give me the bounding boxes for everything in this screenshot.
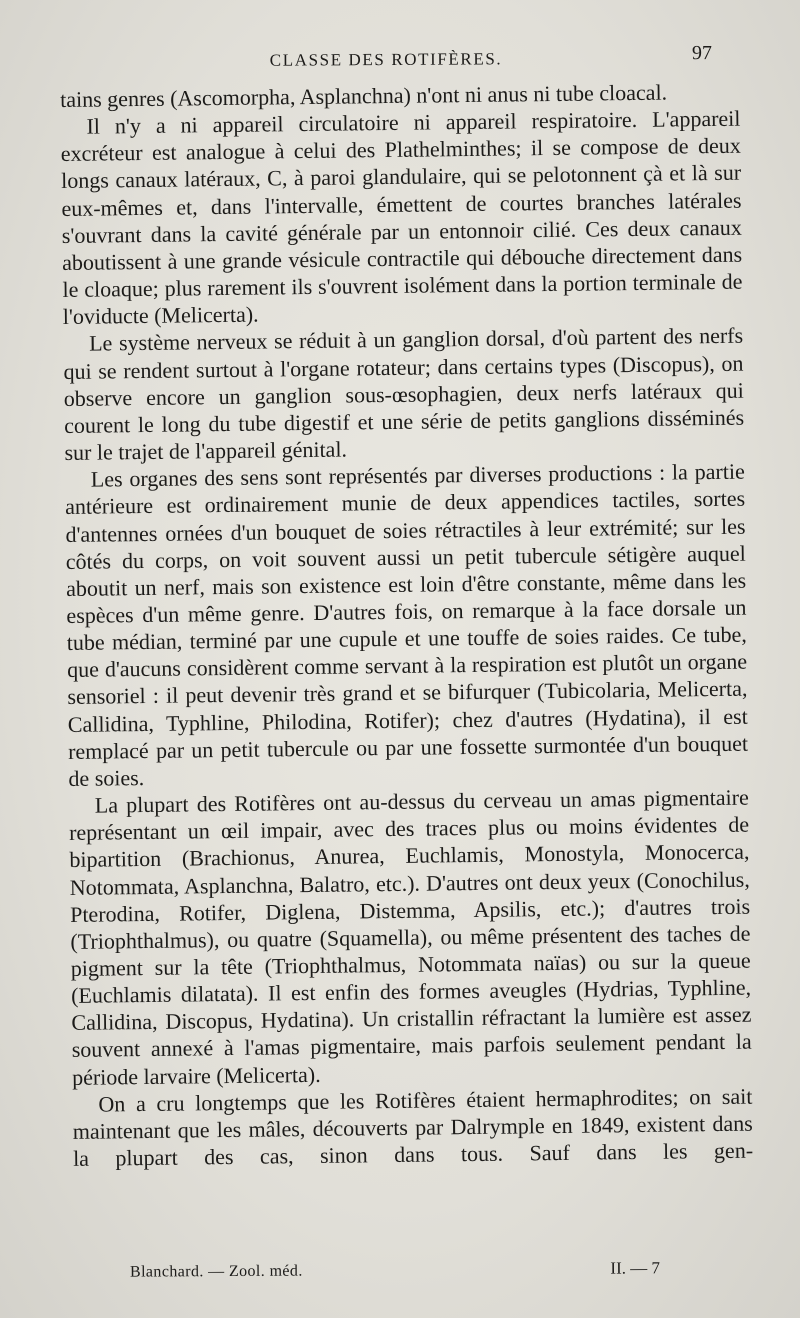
paragraph-continuation: tains genres (Ascomorpha, Asplanchna) n'ont ni anus ni tube cloacal. xyxy=(60,79,668,112)
page-body xyxy=(60,78,753,1172)
page-header xyxy=(60,42,712,80)
page-number: 97 xyxy=(691,42,713,65)
signature-mark: II. — 7 xyxy=(610,1258,661,1278)
running-title: CLASSE DES ROTIFÈRES. xyxy=(269,49,503,70)
footer-author: Blanchard. — Zool. méd. xyxy=(129,1262,303,1281)
paragraph-eyes: La plupart des Rotifères ont au-dessus du cerveau un amas pigmentaire représentant un œil impair, avec des traces plus ou moins évidentes de bipartition (Brachionus, Anurea, Euchlamis, Monostyla, Monocerca, Notommata, Asplanchna, Balatro, etc.). D'autres ont deux yeux (Conochilus, Pterodina, Rotifer, Diglena, Distemma, Apsilis, etc.); d'autres trois (Triophthalmus), ou quatre (Squamella), ou même présentent des taches de pigment sur la tête (Triophthalmus, Notommata naïas) ou sur la queue (Euchlamis dilatata). Il est enfin des formes aveugles (Hydrias, Typhline, Callidina, Discopus, Hydatina). Un cristallin réfractant la lumière est assez souvent annexé à l'amas pigmentaire, mais parfois seulement pendant la période larvaire (Melicerta). xyxy=(68,784,752,1090)
paragraph-excretory-system: Il n'y a ni appareil circulatoire ni appareil respiratoire. L'appareil excréteur est analogue à celui des Plathelminthes; il se compose de deux longs canaux latéraux, C, à paroi glandulaire, qui se pelotonnent çà et là sur eux-mêmes et, dans l'intervalle, émettent de courtes branches latérales s'ouvrant dans la cavité générale par un entonnoir cilié. Ces deux canaux aboutissent à une grande vésicule contractile qui débouche directement dans le cloaque; plus rarement ils s'ouvrent isolément dans la portion terminale de l'oviducte (Melicerta). xyxy=(60,105,743,330)
paragraph-sense-organs: Les organes des sens sont représentés par diverses productions : la partie antérieure est ordinairement munie de deux appendices tactiles, sortes d'antennes ornées d'un bouquet de soies rétractiles à leur extrémité; sur les côtés du corps, on voit souvent aussi un petit tubercule sétigère auquel aboutit un nerf, mais son existence est loin d'être constante, même dans les espèces d'un même genre. D'autres fois, on remarque à la face dorsale un tube médian, terminé par une cupule et une touffe de soies raides. Ce tube, que d'aucuns considèrent comme servant à la respiration est plutôt un organe sensoriel : il peut devenir très grand et se bifurquer (Tubicolaria, Melicerta, Callidina, Typhline, Philodina, Rotifer); chez d'autres (Hydatina), il est remplacé par un petit tubercule ou par une fossette surmontée d'un bouquet de soies. xyxy=(64,458,749,791)
paragraph-nervous-system: Le système nerveux se réduit à un ganglion dorsal, d'où partent des nerfs qui se rendent surtout à l'organe rotateur; dans certains types (Discopus), on observe encore un ganglion sous-œsophagien, deux nerfs latéraux qui courent le long du tube digestif et une série de petits ganglions disséminés sur le trajet de l'appareil génital. xyxy=(63,323,745,466)
paragraph-sexes: On a cru longtemps que les Rotifères étaient hermaphrodites; on sait maintenant que les mâles, découverts par Dalrymple en 1849, existent dans la plupart des cas, sinon dans tous. Sauf dans les gen- xyxy=(72,1083,754,1172)
page-footer xyxy=(130,1260,660,1287)
